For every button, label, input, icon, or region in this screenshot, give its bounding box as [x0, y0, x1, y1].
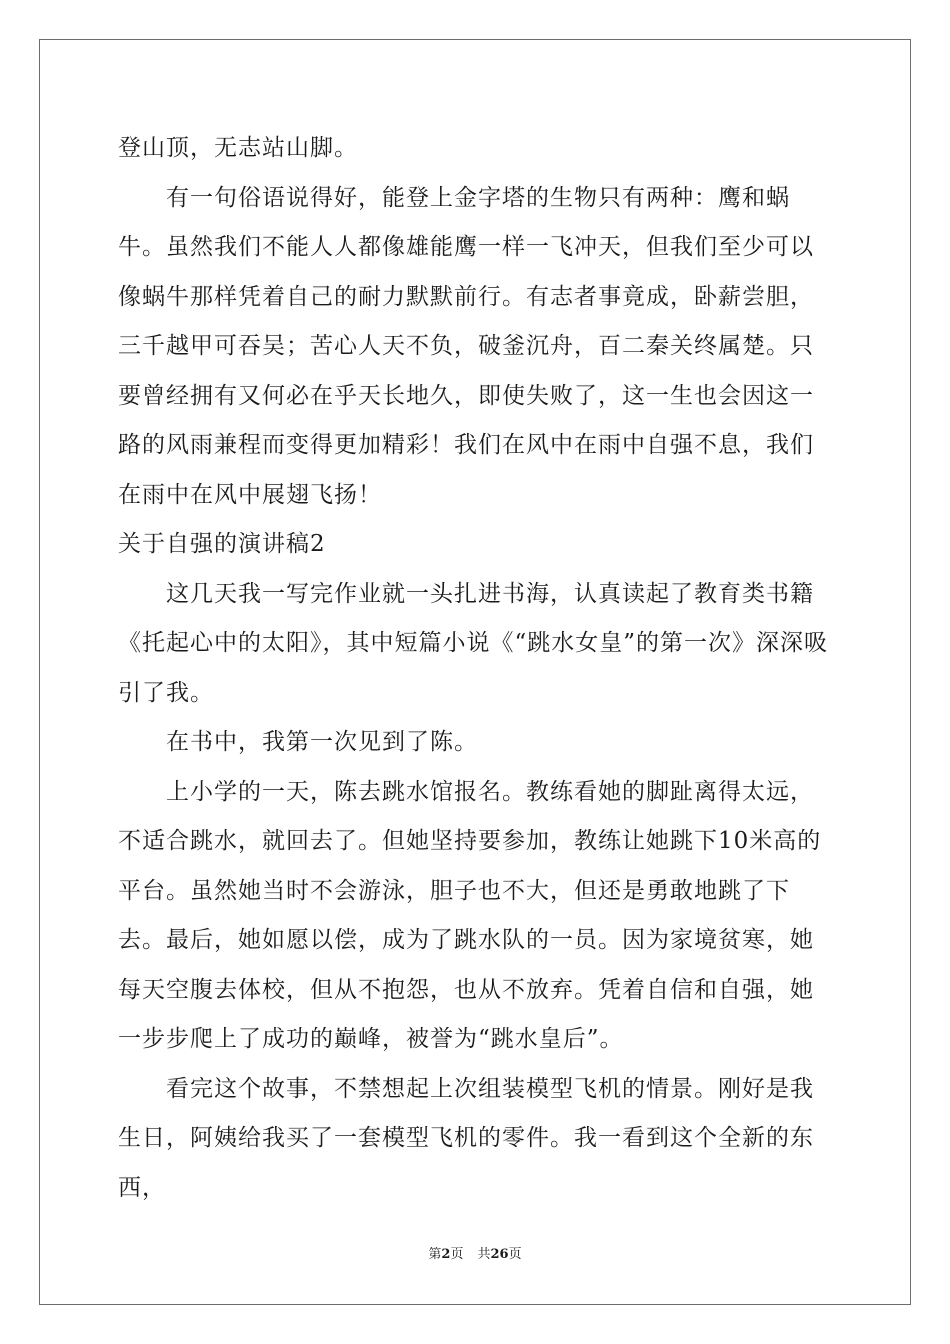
paragraph: 登山顶，无志站山脚。 — [118, 135, 358, 161]
document-body — [118, 124, 832, 1213]
footer-page-suffix: 页 — [450, 1247, 464, 1262]
paragraph: 上小学的一天，陈去跳水馆报名。教练看她的脚趾离得太远，不适合跳水，就回去了。但她坚持要参加，教练让她跳下10米高的平台。虽然她当时不会游泳，胆子也不大，但还是勇敢地跳了下去。最后，她如愿以偿，成为了跳水队的一员。因为家境贫寒，她每天空腹去体校，但从不抱怨，也从不放弃。凭着自信和自强，她一步步爬上了成功的巅峰，被誉为“跳水皇后”。 — [118, 778, 822, 1052]
total-pages-number: 26 — [490, 1247, 509, 1262]
paragraph: 有一句俗语说得好，能登上金字塔的生物只有两种：鹰和蜗牛。虽然我们不能人人都像雄能鹰一样一飞冲天，但我们至少可以像蜗牛那样凭着自己的耐力默默前行。有志者事竟成，卧薪尝胆，三千越甲可吞吴；苦心人天不负，破釜沉舟，百二秦关终属楚。只要曾经拥有又何必在乎天长地久，即使失败了，这一生也会因这一路的风雨兼程而变得更加精彩！我们在风中在雨中自强不息，我们在雨中在风中展翅飞扬！ — [118, 184, 814, 508]
page-footer — [0, 1246, 950, 1264]
footer-total-prefix: 共 — [477, 1247, 491, 1262]
paragraph: 看完这个故事，不禁想起上次组装模型飞机的情景。刚好是我生日，阿姨给我买了一套模型飞机的零件。我一看到这个全新的东西， — [118, 1075, 814, 1201]
footer-prefix: 第 — [428, 1247, 442, 1262]
section-heading: 关于自强的演讲稿2 — [118, 531, 326, 557]
paragraph: 在书中，我第一次见到了陈。 — [166, 729, 478, 755]
current-page-number: 2 — [441, 1247, 451, 1262]
paragraph: 这几天我一写完作业就一头扎进书海，认真读起了教育类书籍《托起心中的太阳》，其中短篇小说《“跳水女皇”的第一次》深深吸引了我。 — [118, 580, 829, 706]
footer-total-suffix: 页 — [508, 1247, 522, 1262]
